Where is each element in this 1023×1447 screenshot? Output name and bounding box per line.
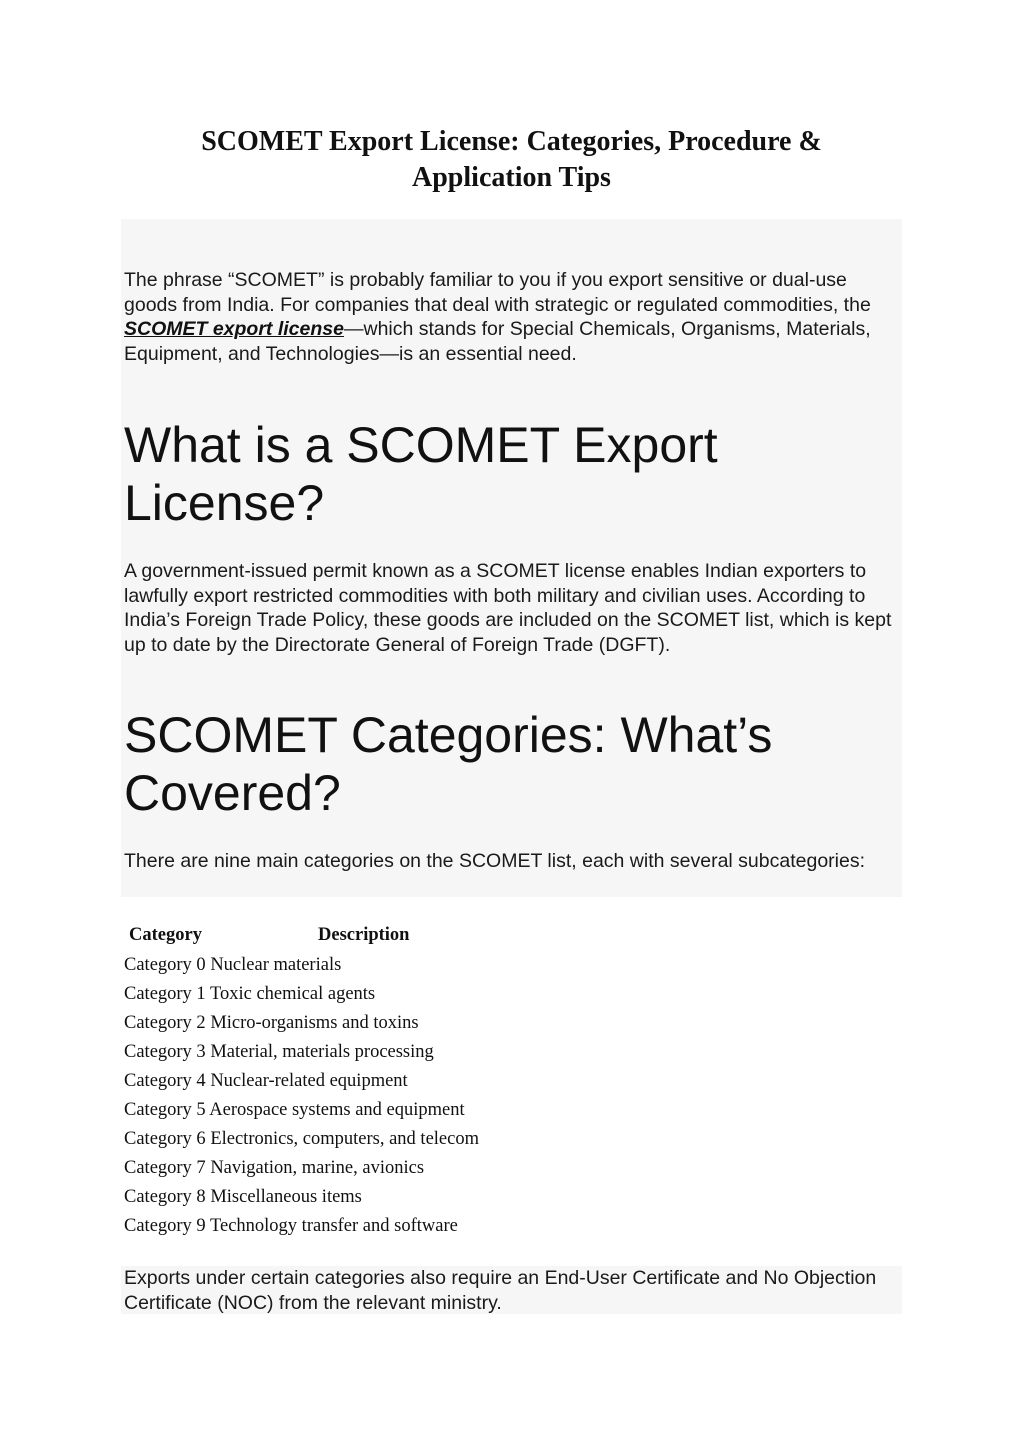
cell-description: Micro-organisms and toxins	[210, 1013, 419, 1033]
table-row	[124, 1125, 479, 1154]
cell-category: Category 7	[124, 1158, 206, 1178]
table-row	[124, 1154, 479, 1183]
cell-category: Category 3	[124, 1042, 206, 1062]
cell-description: Technology transfer and software	[209, 1216, 458, 1236]
categories-table	[124, 925, 479, 1241]
note-paragraph: Exports under certain categories also require an End-User Certificate and No Objection Certificate (NOC) from the relevant ministry.	[124, 1267, 877, 1314]
section-heading-categories: SCOMET Categories: What’s Covered?	[124, 707, 773, 821]
cell-category: Category 5	[124, 1100, 206, 1120]
cell-category: Category 0	[124, 955, 206, 975]
cell-description: Nuclear materials	[210, 955, 342, 975]
table-row	[124, 1067, 479, 1096]
section-heading-what-is: What is a SCOMET Export License?	[124, 417, 718, 531]
header-category: Category	[129, 925, 202, 945]
table-body	[124, 951, 479, 1241]
table-row	[124, 1038, 479, 1067]
page-title: SCOMET Export License: Categories, Procedure & Application Tips	[201, 126, 822, 193]
section-body-what-is: A government-issued permit known as a SCOMET license enables Indian exporters to lawfully export restricted commodities with both military and civilian uses. According to India’s Foreign Trade Policy, these goods are included on the SCOMET list, which is kept up to date by the Directorate General of Foreign Trade (DGFT).	[124, 560, 892, 656]
table-row	[124, 1096, 479, 1125]
table-row	[124, 1009, 479, 1038]
intro-text-after: —which stands for Special Chemicals, Organisms, Materials, Equipment, and Technologies—is an essential need.	[124, 318, 871, 365]
cell-description: Toxic chemical agents	[209, 984, 376, 1004]
table-row	[124, 951, 479, 980]
table-header	[124, 925, 479, 951]
intro-paragraph	[124, 268, 896, 366]
cell-description: Miscellaneous items	[210, 1187, 362, 1207]
cell-category: Category 6	[124, 1129, 206, 1149]
cell-category: Category 9	[124, 1216, 206, 1236]
header-description: Description	[318, 925, 410, 945]
table-row	[124, 980, 479, 1009]
section-body-categories: There are nine main categories on the SCOMET list, each with several subcategories:	[124, 850, 865, 872]
cell-category: Category 8	[124, 1187, 206, 1207]
cell-description: Material, materials processing	[210, 1042, 434, 1062]
cell-category: Category 4	[124, 1071, 206, 1091]
table-row	[124, 1183, 479, 1212]
cell-description: Electronics, computers, and telecom	[210, 1129, 479, 1149]
scomet-license-link[interactable]: SCOMET export license	[124, 318, 344, 340]
cell-description: Navigation, marine, avionics	[210, 1158, 425, 1178]
table-row	[124, 1212, 479, 1241]
intro-text-before: The phrase “SCOMET” is probably familiar to you if you export sensitive or dual-use goods from India. For companies that deal with strategic or regulated commodities, the	[124, 269, 871, 316]
cell-description: Aerospace systems and equipment	[209, 1100, 465, 1120]
cell-description: Nuclear-related equipment	[210, 1071, 408, 1091]
cell-category: Category 2	[124, 1013, 206, 1033]
cell-category: Category 1	[124, 984, 206, 1004]
